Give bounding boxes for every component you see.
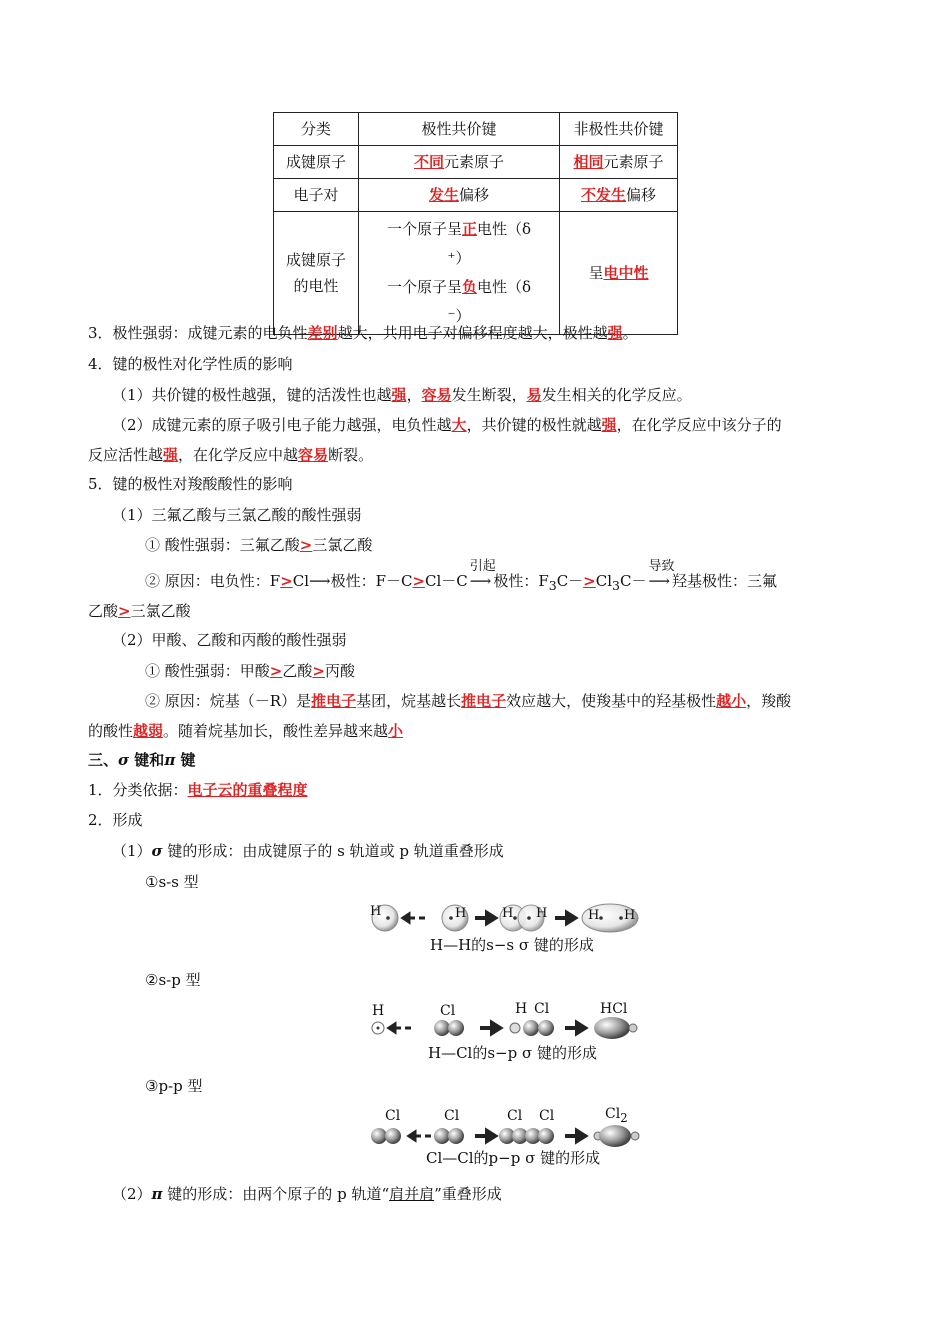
answer-text: 推电子 bbox=[461, 692, 507, 710]
row-label bbox=[274, 212, 359, 335]
text: 1．分类依据： bbox=[88, 781, 188, 799]
answer-text: 小 bbox=[388, 722, 404, 740]
text: 乙酸 bbox=[88, 602, 119, 620]
text: 。随着烷基加长，酸性差异越来越 bbox=[163, 722, 389, 740]
atom-label: Cl bbox=[534, 1001, 550, 1017]
answer-text: 易 bbox=[526, 386, 542, 404]
nucleus bbox=[513, 916, 517, 920]
figure-caption: Cl—Cl的p−p σ 键的形成 bbox=[426, 1149, 601, 1167]
text: Cl bbox=[292, 572, 310, 590]
heading-5-2: （2）甲酸、乙酸和丙酸的酸性强弱 bbox=[112, 631, 347, 649]
heading-formation: 2．形成 bbox=[88, 811, 143, 829]
bond-orbital bbox=[599, 1125, 631, 1147]
long-arrow-icon: ⟶ bbox=[648, 572, 670, 590]
paragraph-5-1-b bbox=[145, 559, 862, 596]
text: （2）成键元素的原子吸引电子能力越强，电负性越 bbox=[112, 416, 452, 434]
table-header-cell: 极性共价键 bbox=[359, 113, 560, 146]
table-header-cell: 分类 bbox=[274, 113, 359, 146]
atom-label: H bbox=[515, 1001, 528, 1017]
text: 丙酸 bbox=[324, 662, 355, 680]
paragraph-5-1-b-cont bbox=[88, 601, 862, 621]
p-orbital-lobe bbox=[434, 1128, 450, 1144]
paragraph-sigma-formation bbox=[112, 841, 862, 861]
nucleus bbox=[377, 1027, 380, 1030]
text: 的酸性 bbox=[88, 722, 134, 740]
text: 羟基极性：三氟 bbox=[671, 572, 777, 590]
text: 基团，烷基越长 bbox=[356, 692, 462, 710]
cell-text: ⁻） bbox=[447, 307, 471, 325]
text: ② 原因：电负性：F bbox=[145, 572, 281, 590]
arrow-icon: ⟶ bbox=[309, 572, 331, 590]
s-orbital bbox=[631, 1132, 639, 1140]
text: 发生相关的化学反应。 bbox=[541, 386, 692, 404]
answer-text: 不同 bbox=[413, 153, 444, 171]
answer-text: 强 bbox=[391, 386, 407, 404]
bond-comparison-table bbox=[273, 112, 678, 335]
text: ② 原因：烷基（－R）是 bbox=[145, 692, 312, 710]
atom-label: Cl bbox=[385, 1108, 401, 1124]
atom-label: H bbox=[455, 906, 467, 921]
p-orbital-lobe bbox=[385, 1128, 401, 1144]
text: 三、 bbox=[88, 751, 119, 769]
table-cell bbox=[359, 179, 560, 212]
answer-text: 强 bbox=[163, 446, 179, 464]
nucleus bbox=[386, 916, 390, 920]
arrow-label: 引起 bbox=[469, 559, 496, 574]
pi-symbol: π bbox=[164, 751, 176, 769]
atom-label: H bbox=[536, 906, 548, 921]
p-orbital-lobe bbox=[448, 1020, 464, 1036]
answer-text: 容易 bbox=[298, 446, 329, 464]
text: ① 酸性强弱：三氟乙酸 bbox=[145, 536, 300, 554]
atom-label: H bbox=[370, 904, 382, 919]
atom-label: Cl bbox=[440, 1003, 456, 1019]
row-label: 成键原子 bbox=[274, 146, 359, 179]
bond-orbital bbox=[594, 1017, 630, 1039]
answer-text: 正 bbox=[461, 220, 477, 238]
text: 。 bbox=[622, 324, 638, 342]
nucleus bbox=[449, 916, 453, 920]
answer-text: 容易 bbox=[421, 386, 452, 404]
label-line: 成键原子 bbox=[285, 251, 346, 269]
p-orbital-lobe bbox=[371, 1128, 387, 1144]
paragraph-classification bbox=[88, 780, 862, 800]
atom-label: H bbox=[372, 1003, 385, 1019]
arrow-icon bbox=[409, 1132, 421, 1140]
cell-text: 偏移 bbox=[459, 186, 490, 204]
labeled-arrow bbox=[469, 559, 496, 591]
cell-text: 一个原子呈 bbox=[386, 220, 462, 238]
table-cell bbox=[359, 146, 560, 179]
text: （1）共价键的极性越强，键的活泼性也越 bbox=[112, 386, 392, 404]
p-orbital-lobe bbox=[448, 1128, 464, 1144]
text: C－ bbox=[619, 572, 647, 590]
figure-caption: H—Cl的s−p σ 键的形成 bbox=[428, 1044, 597, 1062]
atom-label: Cl bbox=[444, 1108, 460, 1124]
answer-text: > bbox=[412, 572, 426, 590]
pp-orbital-diagram bbox=[365, 1124, 645, 1148]
answer-text: > bbox=[269, 662, 283, 680]
nucleus bbox=[527, 916, 531, 920]
text: 效应越大，使羧基中的羟基极性 bbox=[506, 692, 717, 710]
text: 发生断裂， bbox=[451, 386, 527, 404]
text: （1） bbox=[112, 842, 152, 860]
text: ， bbox=[406, 386, 422, 404]
atom-label: Cl bbox=[507, 1108, 523, 1124]
text: Cl－C bbox=[425, 572, 468, 590]
arrow-label: 导致 bbox=[648, 559, 675, 574]
table-row bbox=[274, 212, 678, 335]
atom-label: Cl bbox=[605, 1106, 621, 1122]
label-pp-type: ③p-p 型 bbox=[145, 1077, 203, 1095]
answer-text: 越小 bbox=[716, 692, 747, 710]
text: 三氯乙酸 bbox=[130, 602, 191, 620]
paragraph-5-2-b-cont bbox=[88, 721, 862, 741]
answer-text: 强 bbox=[607, 324, 623, 342]
heading-5-1: （1）三氟乙酸与三氯乙酸的酸性强弱 bbox=[112, 506, 362, 524]
text: ”重叠形成 bbox=[434, 1185, 502, 1203]
text: 越大，共用电子对偏移程度越大，极性越 bbox=[337, 324, 608, 342]
answer-text: 强 bbox=[601, 416, 617, 434]
paragraph-polarity-strength bbox=[88, 323, 862, 343]
paragraph-pi-formation bbox=[112, 1184, 862, 1204]
sigma-symbol: σ bbox=[118, 751, 130, 769]
label-ss-type: ①s-s 型 bbox=[145, 873, 199, 891]
arrow-icon bbox=[475, 1131, 495, 1141]
p-orbital-lobe bbox=[538, 1020, 554, 1036]
answer-text: > bbox=[583, 572, 596, 590]
answer-text: 大 bbox=[451, 416, 467, 434]
answer-text: 电中性 bbox=[603, 264, 649, 282]
text: Cl bbox=[595, 572, 613, 590]
answer-text: 差别 bbox=[307, 324, 338, 342]
row-label: 电子对 bbox=[274, 179, 359, 212]
answer-text: > bbox=[280, 572, 293, 590]
table-cell bbox=[560, 179, 678, 212]
atom-label bbox=[605, 1106, 628, 1125]
heading-4: 4．键的极性对化学性质的影响 bbox=[88, 355, 293, 373]
answer-text: 越弱 bbox=[133, 722, 164, 740]
table-header-cell: 非极性共价键 bbox=[560, 113, 678, 146]
long-arrow-icon: ⟶ bbox=[469, 572, 492, 590]
text: 极性：F－C bbox=[330, 572, 413, 590]
answer-text: 相同 bbox=[573, 153, 604, 171]
sigma-symbol: σ bbox=[151, 842, 163, 860]
answer-text: 负 bbox=[461, 278, 477, 296]
arrow-icon bbox=[480, 1023, 500, 1033]
sp-orbital-diagram bbox=[365, 1016, 645, 1040]
text: 键的形成：由两个原子的 p 轨道“ bbox=[162, 1185, 390, 1203]
label-sp-type: ②s-p 型 bbox=[145, 971, 201, 989]
table-cell bbox=[560, 146, 678, 179]
text: 三氯乙酸 bbox=[312, 536, 373, 554]
text: 键 bbox=[175, 751, 196, 769]
nucleus bbox=[599, 916, 603, 920]
cell-text: 偏移 bbox=[626, 186, 657, 204]
arrow-icon bbox=[475, 913, 495, 923]
p-orbital-lobe bbox=[523, 1020, 539, 1036]
cell-text: 电性（δ bbox=[477, 220, 532, 238]
atom-label: Cl bbox=[539, 1108, 555, 1124]
text: 乙酸 bbox=[282, 662, 313, 680]
underlined-text: 肩并肩 bbox=[389, 1185, 435, 1203]
p-orbital-lobe bbox=[434, 1020, 450, 1036]
arrow-icon bbox=[555, 913, 575, 923]
cell-text: 呈 bbox=[588, 264, 604, 282]
arrow-icon bbox=[403, 914, 415, 922]
answer-text: 推电子 bbox=[311, 692, 357, 710]
figure-caption: H—H的s−s σ 键的形成 bbox=[430, 936, 594, 954]
text: C－ bbox=[556, 572, 584, 590]
text: 反应活性越 bbox=[88, 446, 164, 464]
s-orbital bbox=[629, 1024, 637, 1032]
arrow-icon bbox=[565, 1023, 585, 1033]
answer-text: 发生 bbox=[428, 186, 459, 204]
text: 键和 bbox=[129, 751, 165, 769]
s-orbital bbox=[510, 1023, 520, 1033]
cell-text: 一个原子呈 bbox=[386, 278, 462, 296]
text: ，羧酸 bbox=[746, 692, 792, 710]
answer-text: > bbox=[312, 662, 325, 680]
text: ，在化学反应中越 bbox=[178, 446, 299, 464]
p-orbital-lobe bbox=[538, 1128, 554, 1144]
paragraph-5-1-a bbox=[145, 535, 862, 555]
subscript: 2 bbox=[620, 1110, 628, 1125]
cell-text: 元素原子 bbox=[603, 153, 664, 171]
label-line: 的电性 bbox=[293, 277, 339, 295]
subscript: 3 bbox=[612, 578, 620, 593]
subscript: 3 bbox=[548, 578, 557, 593]
cell-text: 元素原子 bbox=[444, 153, 505, 171]
table-header-row bbox=[274, 113, 678, 146]
text: 3．极性强弱：成键元素的电负性 bbox=[88, 324, 308, 342]
text: ① 酸性强弱：甲酸 bbox=[145, 662, 270, 680]
answer-text: > bbox=[118, 602, 131, 620]
atom-label: H bbox=[624, 908, 636, 923]
paragraph-4-1 bbox=[112, 385, 862, 405]
arrow-icon bbox=[389, 1024, 401, 1032]
cell-text: 电性（δ bbox=[477, 278, 532, 296]
paragraph-4-2-line2 bbox=[88, 445, 862, 465]
text: 断裂。 bbox=[328, 446, 374, 464]
table-cell bbox=[359, 212, 560, 335]
section-heading-sigma-pi bbox=[88, 750, 862, 770]
atom-label: HCl bbox=[600, 1001, 628, 1017]
answer-text: 不发生 bbox=[580, 186, 626, 204]
text: 极性：F bbox=[493, 572, 549, 590]
text: ，共价键的极性就越 bbox=[466, 416, 602, 434]
answer-text: 电子云的重叠程度 bbox=[187, 781, 308, 799]
cell-text: ⁺） bbox=[447, 249, 471, 267]
heading-5: 5．键的极性对羧酸酸性的影响 bbox=[88, 475, 293, 493]
table-row bbox=[274, 146, 678, 179]
paragraph-5-2-b bbox=[145, 691, 862, 711]
table-row bbox=[274, 179, 678, 212]
answer-text: > bbox=[299, 536, 313, 554]
atom-label: H bbox=[502, 906, 514, 921]
atom-label: H bbox=[588, 908, 600, 923]
labeled-arrow bbox=[648, 559, 675, 591]
text: （2） bbox=[112, 1185, 152, 1203]
text: ，在化学反应中该分子的 bbox=[616, 416, 782, 434]
text: 键的形成：由成键原子的 s 轨道或 p 轨道重叠形成 bbox=[162, 842, 504, 860]
paragraph-5-2-a bbox=[145, 661, 862, 681]
arrow-icon bbox=[565, 1131, 585, 1141]
pi-symbol: π bbox=[151, 1185, 163, 1203]
paragraph-4-2-line1 bbox=[112, 415, 862, 435]
table-cell bbox=[560, 212, 678, 335]
nucleus bbox=[619, 916, 623, 920]
